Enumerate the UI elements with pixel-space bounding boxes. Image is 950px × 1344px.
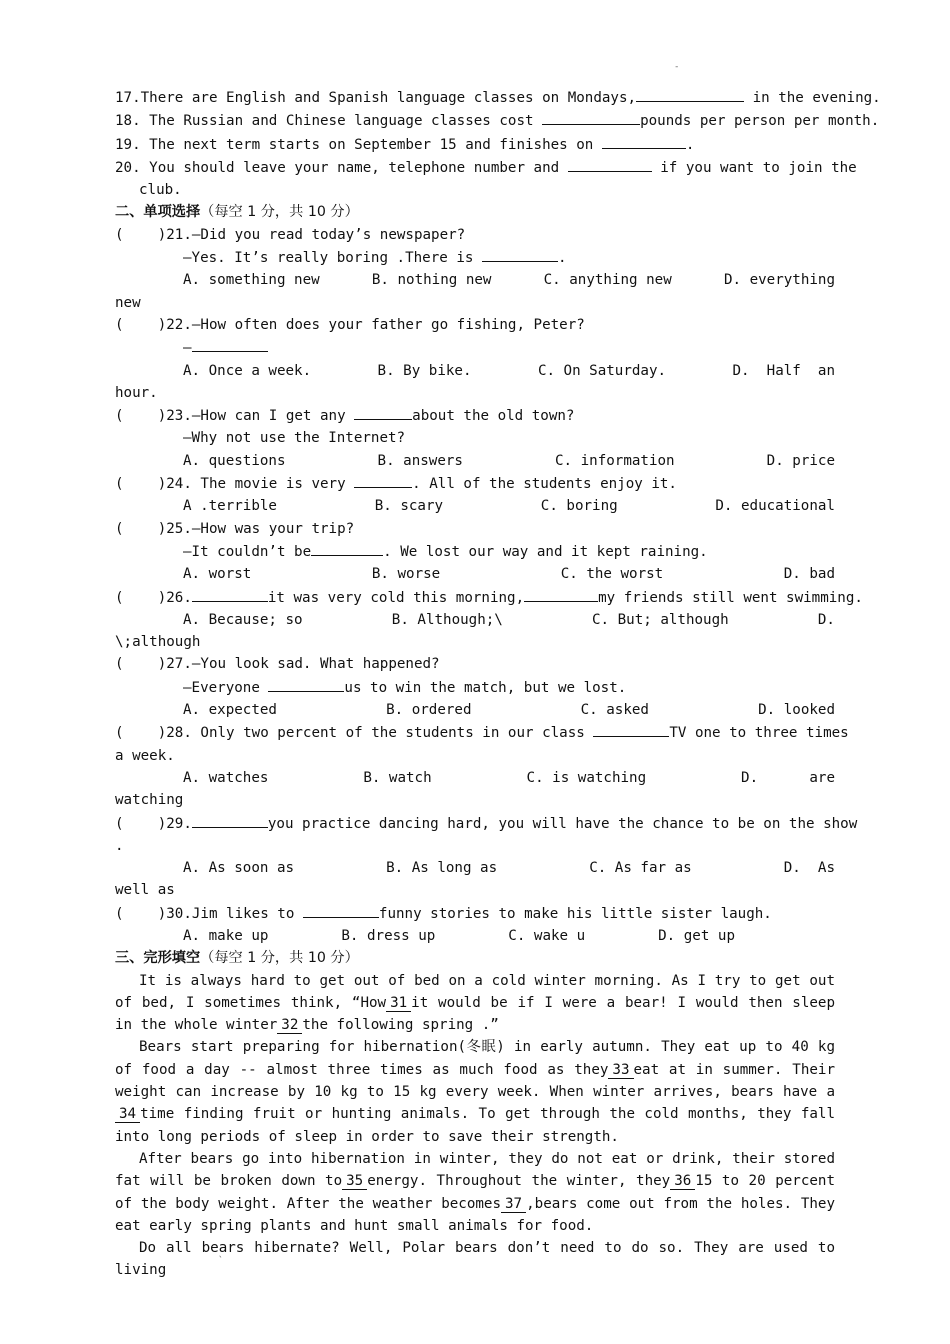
- question-28-options: [115, 767, 835, 789]
- option-c[interactable]: C. the worst: [560, 566, 664, 583]
- option-b[interactable]: B. nothing new: [371, 272, 492, 289]
- option-a[interactable]: A. something new: [183, 272, 320, 289]
- option-c[interactable]: C. information: [555, 452, 675, 469]
- section-heading-multiple-choice: 二、单项选择（每空 1 分，共 10 分）: [115, 204, 359, 221]
- cloze-paragraph-3: After bears go into hibernation in winter, they do not eat or drink, their stored fat will be broken down to 35 energy. Throughout the winter, they 36 15 to 20 percent of the body weight. After the weather becomes 37 ,bears come out from the holes. They eat early spring plants and hunt small animals for food.: [115, 1150, 836, 1234]
- question-28-stem: ( )28. Only two percent of the students in our class TV one to three times: [115, 721, 835, 744]
- question-29-stem: ( )29. you practice dancing hard, you will have the chance to be on the show: [115, 812, 835, 835]
- option-c[interactable]: C. As far as: [589, 860, 692, 877]
- option-b[interactable]: B. As long as: [386, 860, 498, 877]
- question-29-stem-wrap: .: [115, 837, 124, 854]
- cloze-blank-36[interactable]: 36: [670, 1173, 695, 1190]
- question-27-reply: —Everyone us to win the match, but we lost.: [115, 676, 835, 699]
- option-a[interactable]: A. Once a week.: [183, 362, 312, 379]
- option-c[interactable]: C. anything new: [543, 272, 672, 289]
- answer-blank-24[interactable]: [354, 472, 412, 488]
- cloze-paragraph-1: It is always hard to get out of bed on a cold winter morning. As I try to get out of bed, I sometimes think, “How 31 it would be if I were a bear! I would then sleep in the whole winter 32 the following spring .”: [115, 972, 835, 1034]
- option-c[interactable]: C. is watching: [526, 769, 647, 786]
- option-d[interactable]: D. get up: [658, 927, 735, 944]
- option-d[interactable]: D. everything: [723, 272, 835, 289]
- cloze-blank-34[interactable]: 34: [115, 1106, 140, 1123]
- option-c[interactable]: C. boring: [540, 498, 618, 515]
- option-d[interactable]: D. As: [783, 860, 835, 877]
- worksheet-page: [115, 86, 881, 1282]
- option-d[interactable]: D. are: [741, 769, 835, 786]
- option-b[interactable]: B. watch: [363, 769, 432, 786]
- option-b[interactable]: B. dress up: [341, 927, 436, 944]
- option-a[interactable]: A. Because; so: [183, 611, 303, 628]
- question-24-stem: ( )24. The movie is very . All of the students enjoy it.: [115, 472, 835, 495]
- question-23-stem: ( )23.—How can I get any about the old town?: [115, 404, 835, 427]
- question-24-options: [115, 495, 835, 517]
- question-18: 18. The Russian and Chinese language classes cost pounds per person per month.: [115, 109, 835, 132]
- cloze-paragraph-2: Bears start preparing for hibernation(冬眠) in early autumn. They eat up to 40 kg of food a day -- almost three times as much food as they 33 eat at in summer. Their weight can increase by 10 kg to 15 kg every week. When winter arrives, bears have a 34 time finding fruit or hunting animals. To get through the cold months, they fall into long periods of sleep in order to save their strength.: [115, 1039, 835, 1145]
- question-23-options: [115, 450, 835, 472]
- answer-blank-28[interactable]: [593, 721, 669, 737]
- option-c[interactable]: C. wake u: [508, 927, 586, 944]
- option-d[interactable]: D. price: [766, 452, 835, 469]
- question-30-options: [115, 925, 835, 947]
- option-a[interactable]: A. make up: [183, 927, 269, 944]
- question-21-options: [115, 269, 835, 291]
- option-a[interactable]: A .terrible: [183, 498, 277, 515]
- option-a[interactable]: A. As soon as: [183, 860, 295, 877]
- answer-blank-25[interactable]: [311, 540, 383, 556]
- option-b[interactable]: B. answers: [377, 452, 463, 469]
- answer-blank-29[interactable]: [192, 812, 268, 828]
- question-26-stem: ( )26. it was very cold this morning, my friends still went swimming.: [115, 586, 835, 609]
- question-22-reply: —: [115, 336, 835, 359]
- answer-blank-23[interactable]: [354, 404, 412, 420]
- answer-blank-20[interactable]: [568, 156, 652, 172]
- question-20-continued: club.: [139, 182, 182, 199]
- question-28-stem-wrap: a week.: [115, 747, 175, 764]
- answer-blank-21[interactable]: [482, 246, 558, 262]
- question-26-options: [115, 609, 835, 631]
- question-25-stem: ( )25.—How was your trip?: [115, 520, 355, 537]
- answer-blank-26b[interactable]: [524, 586, 598, 602]
- option-d[interactable]: D. Half an: [732, 362, 835, 379]
- cloze-blank-31[interactable]: 31: [386, 995, 411, 1012]
- question-21-reply: —Yes. It’s really boring .There is .: [115, 246, 835, 269]
- option-d[interactable]: D.: [817, 611, 835, 628]
- answer-blank-18[interactable]: [542, 109, 640, 125]
- header-mark: -: [674, 62, 680, 72]
- option-b[interactable]: B. ordered: [386, 702, 472, 719]
- answer-blank-30[interactable]: [303, 902, 379, 918]
- option-c[interactable]: C. On Saturday.: [537, 362, 667, 379]
- option-b[interactable]: B. By bike.: [377, 362, 472, 379]
- option-d[interactable]: D. looked: [758, 702, 835, 719]
- option-a[interactable]: A. expected: [183, 702, 277, 719]
- question-22-stem: ( )22.—How often does your father go fishing, Peter?: [115, 316, 585, 333]
- question-27-stem: ( )27.—You look sad. What happened?: [115, 656, 440, 673]
- option-wrap: well as: [115, 882, 175, 899]
- answer-blank-26a[interactable]: [192, 586, 268, 602]
- option-a[interactable]: A. watches: [183, 769, 269, 786]
- answer-blank-27[interactable]: [268, 676, 344, 692]
- option-b[interactable]: B. worse: [371, 566, 441, 583]
- answer-blank-22[interactable]: [192, 336, 268, 352]
- option-a[interactable]: A. questions: [183, 452, 286, 469]
- question-20: 20. You should leave your name, telephone number and if you want to join the: [115, 156, 835, 179]
- question-23-reply: —Why not use the Internet?: [183, 430, 406, 447]
- question-22-options: [115, 360, 835, 382]
- question-19: 19. The next term starts on September 15 and finishes on .: [115, 133, 835, 156]
- option-d[interactable]: D. educational: [715, 498, 835, 515]
- cloze-blank-33[interactable]: 33: [608, 1062, 633, 1079]
- option-wrap: \;although: [115, 634, 201, 651]
- answer-blank-19[interactable]: [602, 133, 686, 149]
- cloze-paragraph-4: Do all bears hibernate? Well, Polar bears don’t need to do so. They are used to living: [115, 1240, 835, 1279]
- option-a[interactable]: A. worst: [183, 566, 252, 583]
- question-27-options: [115, 699, 835, 721]
- question-17: 17.There are English and Spanish language classes on Mondays, in the evening.: [115, 86, 835, 109]
- option-c[interactable]: C. But; although: [592, 611, 729, 628]
- option-b[interactable]: B. scary: [374, 498, 444, 515]
- cloze-blank-32[interactable]: 32: [277, 1017, 302, 1034]
- question-25-reply: —It couldn’t be . We lost our way and it kept raining.: [115, 540, 835, 563]
- option-b[interactable]: B. Although;\: [391, 611, 503, 628]
- section-heading-cloze: 三、完形填空（每空 1 分，共 10 分）: [115, 950, 359, 967]
- option-wrap: hour.: [115, 384, 158, 401]
- answer-blank-17[interactable]: [636, 86, 744, 102]
- option-c[interactable]: C. asked: [580, 702, 649, 719]
- cloze-blank-37[interactable]: 37: [501, 1196, 526, 1213]
- question-30-stem: ( )30.Jim likes to funny stories to make his little sister laugh.: [115, 902, 835, 925]
- option-d[interactable]: D. bad: [783, 566, 835, 583]
- question-29-options: [115, 857, 835, 879]
- footer-mark: `: [218, 1256, 224, 1266]
- question-21-stem: ( )21.—Did you read today’s newspaper?: [115, 226, 466, 243]
- cloze-blank-35[interactable]: 35: [342, 1173, 367, 1190]
- question-25-options: [115, 563, 835, 585]
- option-wrap: new: [115, 294, 141, 311]
- option-wrap: watching: [115, 792, 184, 809]
